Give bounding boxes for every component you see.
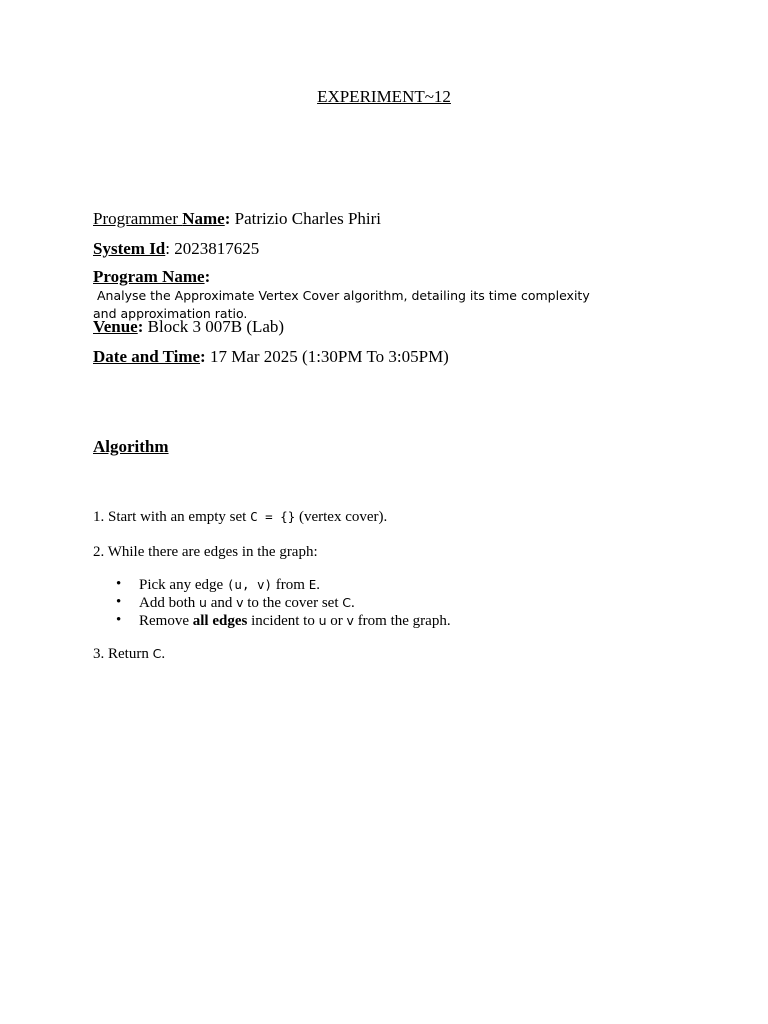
- substep-code: v: [236, 595, 244, 610]
- substep-code: u: [199, 595, 207, 610]
- date-time-colon: :: [200, 347, 206, 366]
- substep-code: C: [342, 595, 351, 610]
- step-1-text-end: (vertex cover).: [295, 509, 388, 525]
- algorithm-step-3: [93, 645, 165, 663]
- substep-text: and: [206, 595, 237, 611]
- venue-row: [93, 316, 284, 338]
- programmer-name-row: [93, 208, 381, 230]
- date-time-value: 17 Mar 2025 (1:30PM To 3:05PM): [205, 347, 449, 366]
- system-id-value: 2023817625: [170, 239, 260, 258]
- step-1-text: 1. Start with an empty set: [93, 509, 251, 525]
- substep-code: (u, v): [226, 577, 273, 592]
- algorithm-step-1: [93, 508, 387, 526]
- programmer-label: Programmer: [93, 209, 183, 228]
- programmer-value: Patrizio Charles Phiri: [230, 209, 382, 228]
- program-name-value-cont: and approximation ratio.: [93, 306, 248, 321]
- bullet-icon: •: [116, 612, 122, 628]
- substep-code: E: [308, 577, 317, 592]
- date-time-row: [93, 346, 449, 368]
- list-item: [93, 612, 451, 630]
- venue-colon: :: [137, 317, 144, 336]
- programmer-label-bold: Name: [182, 209, 225, 228]
- date-time-label: Date and Time: [93, 347, 201, 366]
- substep-text: or: [326, 613, 347, 629]
- program-name-label: Program Name: [93, 267, 205, 286]
- substep-text: to the cover set: [243, 595, 343, 611]
- program-name-value: Analyse the Approximate Vertex Cover algorithm, detailing its time complexity: [93, 288, 590, 303]
- step-3-text-end: .: [161, 646, 166, 662]
- program-name-row: [93, 268, 693, 323]
- programmer-colon: :: [224, 209, 231, 228]
- step-1-code: C = {}: [250, 509, 296, 524]
- document-title: EXPERIMENT~12: [317, 87, 451, 106]
- venue-label: Venue: [93, 317, 138, 336]
- bullet-icon: •: [116, 576, 122, 592]
- venue-value: Block 3 007B (Lab): [143, 317, 285, 336]
- step-3-code: C: [152, 646, 162, 661]
- system-id-label: System Id: [93, 239, 166, 258]
- substep-text: from the graph.: [353, 613, 451, 629]
- substep-text: .: [316, 577, 320, 593]
- substep-code: u: [318, 613, 327, 628]
- system-id-colon: :: [165, 239, 170, 258]
- substep-text: from: [272, 577, 309, 593]
- step-3-text: 3. Return: [93, 646, 153, 662]
- substep-bold: all edges: [192, 613, 248, 629]
- bullet-icon: •: [116, 594, 122, 610]
- substep-text: incident to: [247, 613, 319, 629]
- substep-text: Add both: [139, 595, 199, 611]
- algorithm-heading: Algorithm: [93, 437, 169, 456]
- list-item: [93, 594, 451, 612]
- algorithm-substeps: [93, 576, 451, 630]
- system-id-row: [93, 238, 259, 260]
- substep-text: Pick any edge: [139, 577, 227, 593]
- list-item: [93, 576, 451, 594]
- substep-code: v: [346, 613, 354, 628]
- substep-text: .: [350, 595, 355, 611]
- program-name-colon: :: [204, 267, 211, 286]
- algorithm-step-2: 2. While there are edges in the graph:: [93, 544, 318, 560]
- substep-text: Remove: [139, 613, 193, 629]
